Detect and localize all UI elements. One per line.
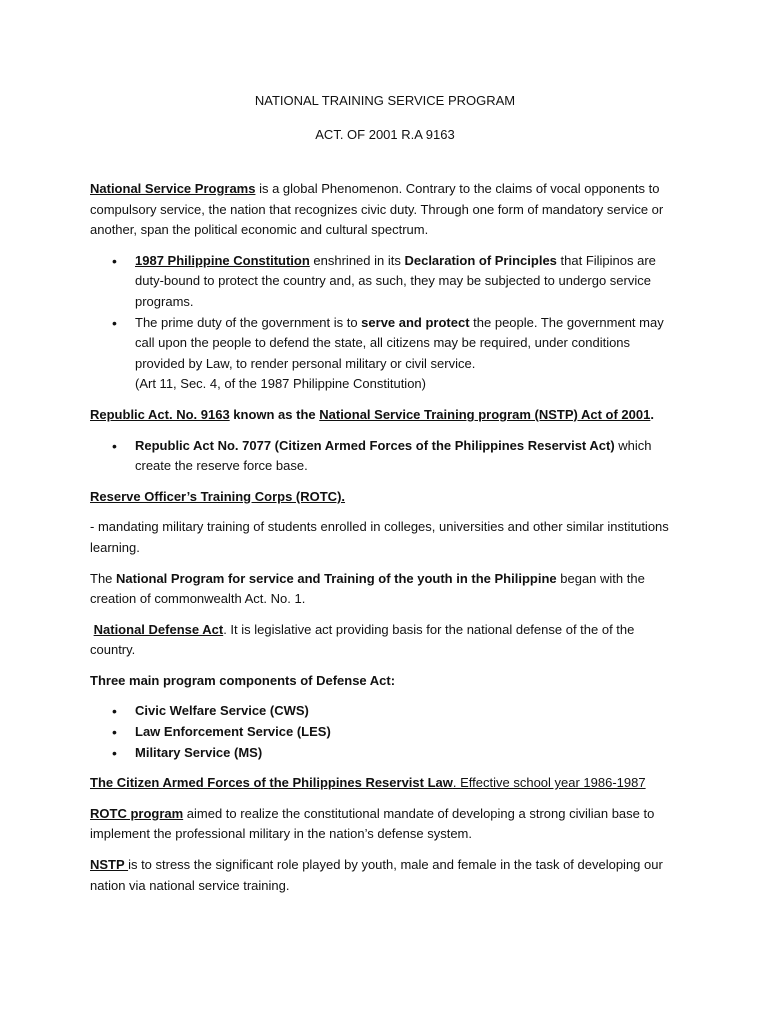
paragraph-text: . It is legislative act providing basis for the national defense of the of the country. bbox=[90, 621, 635, 658]
list-item bbox=[90, 701, 680, 722]
constitution-list bbox=[90, 251, 680, 395]
list-item bbox=[90, 743, 680, 764]
reservist-law-line bbox=[90, 775, 646, 790]
paragraph-text: . Effective school year 1986-1987 bbox=[452, 775, 646, 791]
paragraph-text: is to stress the significant role played by youth, male and female in the task of developing our nation via national service training. bbox=[90, 857, 663, 893]
intro-term: National Service Programs bbox=[90, 181, 256, 196]
republic-act-end: . bbox=[650, 406, 654, 422]
ra-7077-term: Republic Act No. 7077 (Citizen Armed Forces of the Philippines Reservist Act) bbox=[135, 437, 615, 453]
components-heading bbox=[90, 671, 680, 692]
nstp-term: NSTP bbox=[90, 857, 129, 873]
component-ms: Military Service (MS) bbox=[135, 744, 263, 760]
document-page bbox=[90, 91, 680, 906]
paragraph-text: The bbox=[90, 570, 117, 586]
constitution-citation: (Art 11, Sec. 4, of the 1987 Philippine Constitution) bbox=[135, 376, 426, 392]
reservist-law-term: The Citizen Armed Forces of the Philippines Reservist Law bbox=[90, 775, 453, 791]
list-item-text: that Filipinos are duty-bound to protect the country and, as such, they may be subjected to undergo service programs. bbox=[135, 252, 656, 309]
list-item bbox=[90, 722, 680, 743]
components-heading-text: Three main program components of Defense Act: bbox=[90, 672, 396, 688]
republic-act-paragraph bbox=[90, 405, 680, 426]
paragraph-text: began with the creation of commonwealth Act. No. 1. bbox=[90, 570, 645, 607]
intro-text: is a global Phenomenon. Contrary to the claims of vocal opponents to compulsory service, the nation that recognizes civic duty. Through one form of mandatory service or another, span the political economic and cultural spectrum. bbox=[90, 181, 664, 238]
list-item bbox=[90, 313, 680, 395]
component-les: Law Enforcement Service (LES) bbox=[135, 724, 331, 740]
constitution-term: 1987 Philippine Constitution bbox=[135, 252, 310, 268]
national-program-paragraph bbox=[90, 569, 680, 610]
document-title: NATIONAL TRAINING SERVICE PROGRAM bbox=[254, 93, 516, 108]
republic-act-mid: known as the bbox=[229, 406, 320, 422]
list-item bbox=[90, 436, 680, 477]
list-item-text: which create the reserve force base. bbox=[135, 437, 652, 474]
reservist-law-paragraph bbox=[90, 773, 680, 794]
nstp-paragraph bbox=[90, 855, 680, 896]
list-item-bold: serve and protect bbox=[361, 314, 470, 330]
list-item bbox=[90, 251, 680, 313]
components-list bbox=[90, 701, 680, 763]
document-subtitle: ACT. OF 2001 R.A 9163 bbox=[315, 127, 455, 142]
national-program-term: National Program for service and Training of the youth in the Philippine bbox=[116, 570, 557, 586]
rotc-heading bbox=[90, 487, 680, 508]
list-item-text: enshrined in its bbox=[309, 252, 405, 268]
rotc-description: - mandating military training of students enrolled in colleges, universities and other similar institutions learning. bbox=[90, 519, 669, 555]
defense-act-term: National Defense Act bbox=[93, 621, 224, 637]
nstp-act-term: National Service Training program (NSTP) Act of 2001 bbox=[319, 406, 651, 422]
list-item-bold: Declaration of Principles bbox=[404, 252, 557, 268]
intro-paragraph bbox=[90, 179, 680, 241]
defense-act-paragraph bbox=[90, 620, 680, 661]
rotc-program-term: ROTC program bbox=[90, 805, 184, 821]
component-cws: Civic Welfare Service (CWS) bbox=[135, 703, 309, 719]
ra-list bbox=[90, 436, 680, 477]
rotc-program-paragraph bbox=[90, 804, 680, 845]
list-item-text: The prime duty of the government is to bbox=[135, 314, 362, 330]
republic-act-term: Republic Act. No. 9163 bbox=[90, 406, 230, 422]
paragraph-text: aimed to realize the constitutional mandate of developing a strong civilian base to implement the professional military in the nation’s defense system. bbox=[90, 805, 655, 842]
list-item-text: the people. The government may call upon the people to defend the state, all citizens may be required, under conditions provided by Law, to render personal military or civil service. bbox=[135, 314, 664, 371]
rotc-heading-text: Reserve Officer’s Training Corps (ROTC). bbox=[90, 488, 346, 504]
